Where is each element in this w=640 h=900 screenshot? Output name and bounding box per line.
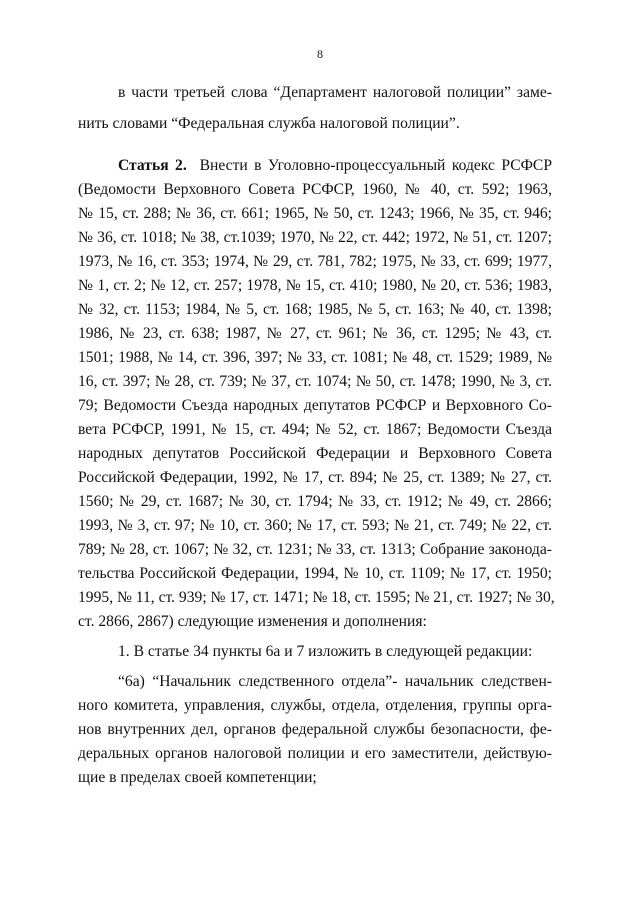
text-line: ст. 2866, 2867) следующие изменения и дополнения: [78,613,427,630]
text-line: № 32, ст. 1153; 1984, № 5, ст. 168; 1985, № 5, ст. 163; № 40, ст. 1398; [78,301,552,318]
text-line: № 15, ст. 288; № 36, ст. 661; 1965, № 50, ст. 1243; 1966, № 35, ст. 946; [78,205,552,222]
text-line: в части третьей слова “Департамент налоговой полиции” заме- [118,84,552,101]
text-line: Российской Федерации, 1992, № 17, ст. 894; № 25, ст. 1389; № 27, ст. [78,469,552,486]
text-line: (Ведомости Верховного Совета РСФСР, 1960, № 40, ст. 592; 1963, [78,181,552,198]
text-line: 79; Ведомости Съезда народных депутатов РСФСР и Верховного Со- [78,397,552,414]
text-line: щие в пределах своей компетенции; [78,769,317,786]
text-line: “6а) “Начальник следственного отдела”- начальник следствен- [118,673,552,690]
article-heading: Статья 2. [118,157,187,174]
text-line: 1501; 1988, № 14, ст. 396, 397; № 33, ст. 1081; № 48, ст. 1529; 1989, № [78,349,552,366]
text-line: 1993, № 3, ст. 97; № 10, ст. 360; № 17, ст. 593; № 21, ст. 749; № 22, ст. [78,517,552,534]
text-line: 1560; № 29, ст. 1687; № 30, ст. 1794; № 33, ст. 1912; № 49, ст. 2866; [78,493,552,510]
text-line: народных депутатов Российской Федерации и Верховного Совета [78,445,552,462]
text-line: № 1, ст. 2; № 12, ст. 257; 1978, № 15, ст. 410; 1980, № 20, ст. 536; 1983, [78,277,552,294]
text-line: ного комитета, управления, службы, отдела, отделения, группы орга- [78,697,552,714]
text-line: 1. В статье 34 пункты 6а и 7 изложить в следующей редакции: [118,643,533,660]
text-line: 16, ст. 397; № 28, ст. 739; № 37, ст. 1074; № 50, ст. 1478; 1990, № 3, ст. [78,373,552,390]
text-line: 1986, № 23, ст. 638; 1987, № 27, ст. 961; № 36, ст. 1295; № 43, ст. [78,325,552,342]
text-line: 1973, № 16, ст. 353; 1974, № 29, ст. 781, 782; 1975, № 33, ст. 699; 1977, [78,253,552,270]
article-2-first-line [118,155,552,177]
text-span: Внести в Уголовно-процессуальный кодекс РСФСР [199,157,552,174]
text-line: 1995, № 11, ст. 939; № 17, ст. 1471; № 18, ст. 1595; № 21, ст. 1927; № 30, [78,589,555,606]
text-line: № 36, ст. 1018; № 38, ст.1039; 1970, № 22, ст. 442; 1972, № 51, ст. 1207; [78,229,552,246]
text-line: тельства Российской Федерации, 1994, № 10, ст. 1109; № 17, ст. 1950; [78,565,552,582]
text-line: 789; № 28, ст. 1067; № 32, ст. 1231; № 33, ст. 1313; Собрание законода- [78,541,552,558]
text-line: нов внутренних дел, органов федеральной службы безопасности, фе- [78,721,552,738]
text-line: деральных органов налоговой полиции и его заместители, действую- [78,745,552,762]
page-number: 8 [317,47,323,61]
text-line: нить словами “Федеральная служба налоговой полиции”. [78,115,460,132]
text-line: вета РСФСР, 1991, № 15, ст. 494; № 52, ст. 1867; Ведомости Съезда [78,421,552,438]
